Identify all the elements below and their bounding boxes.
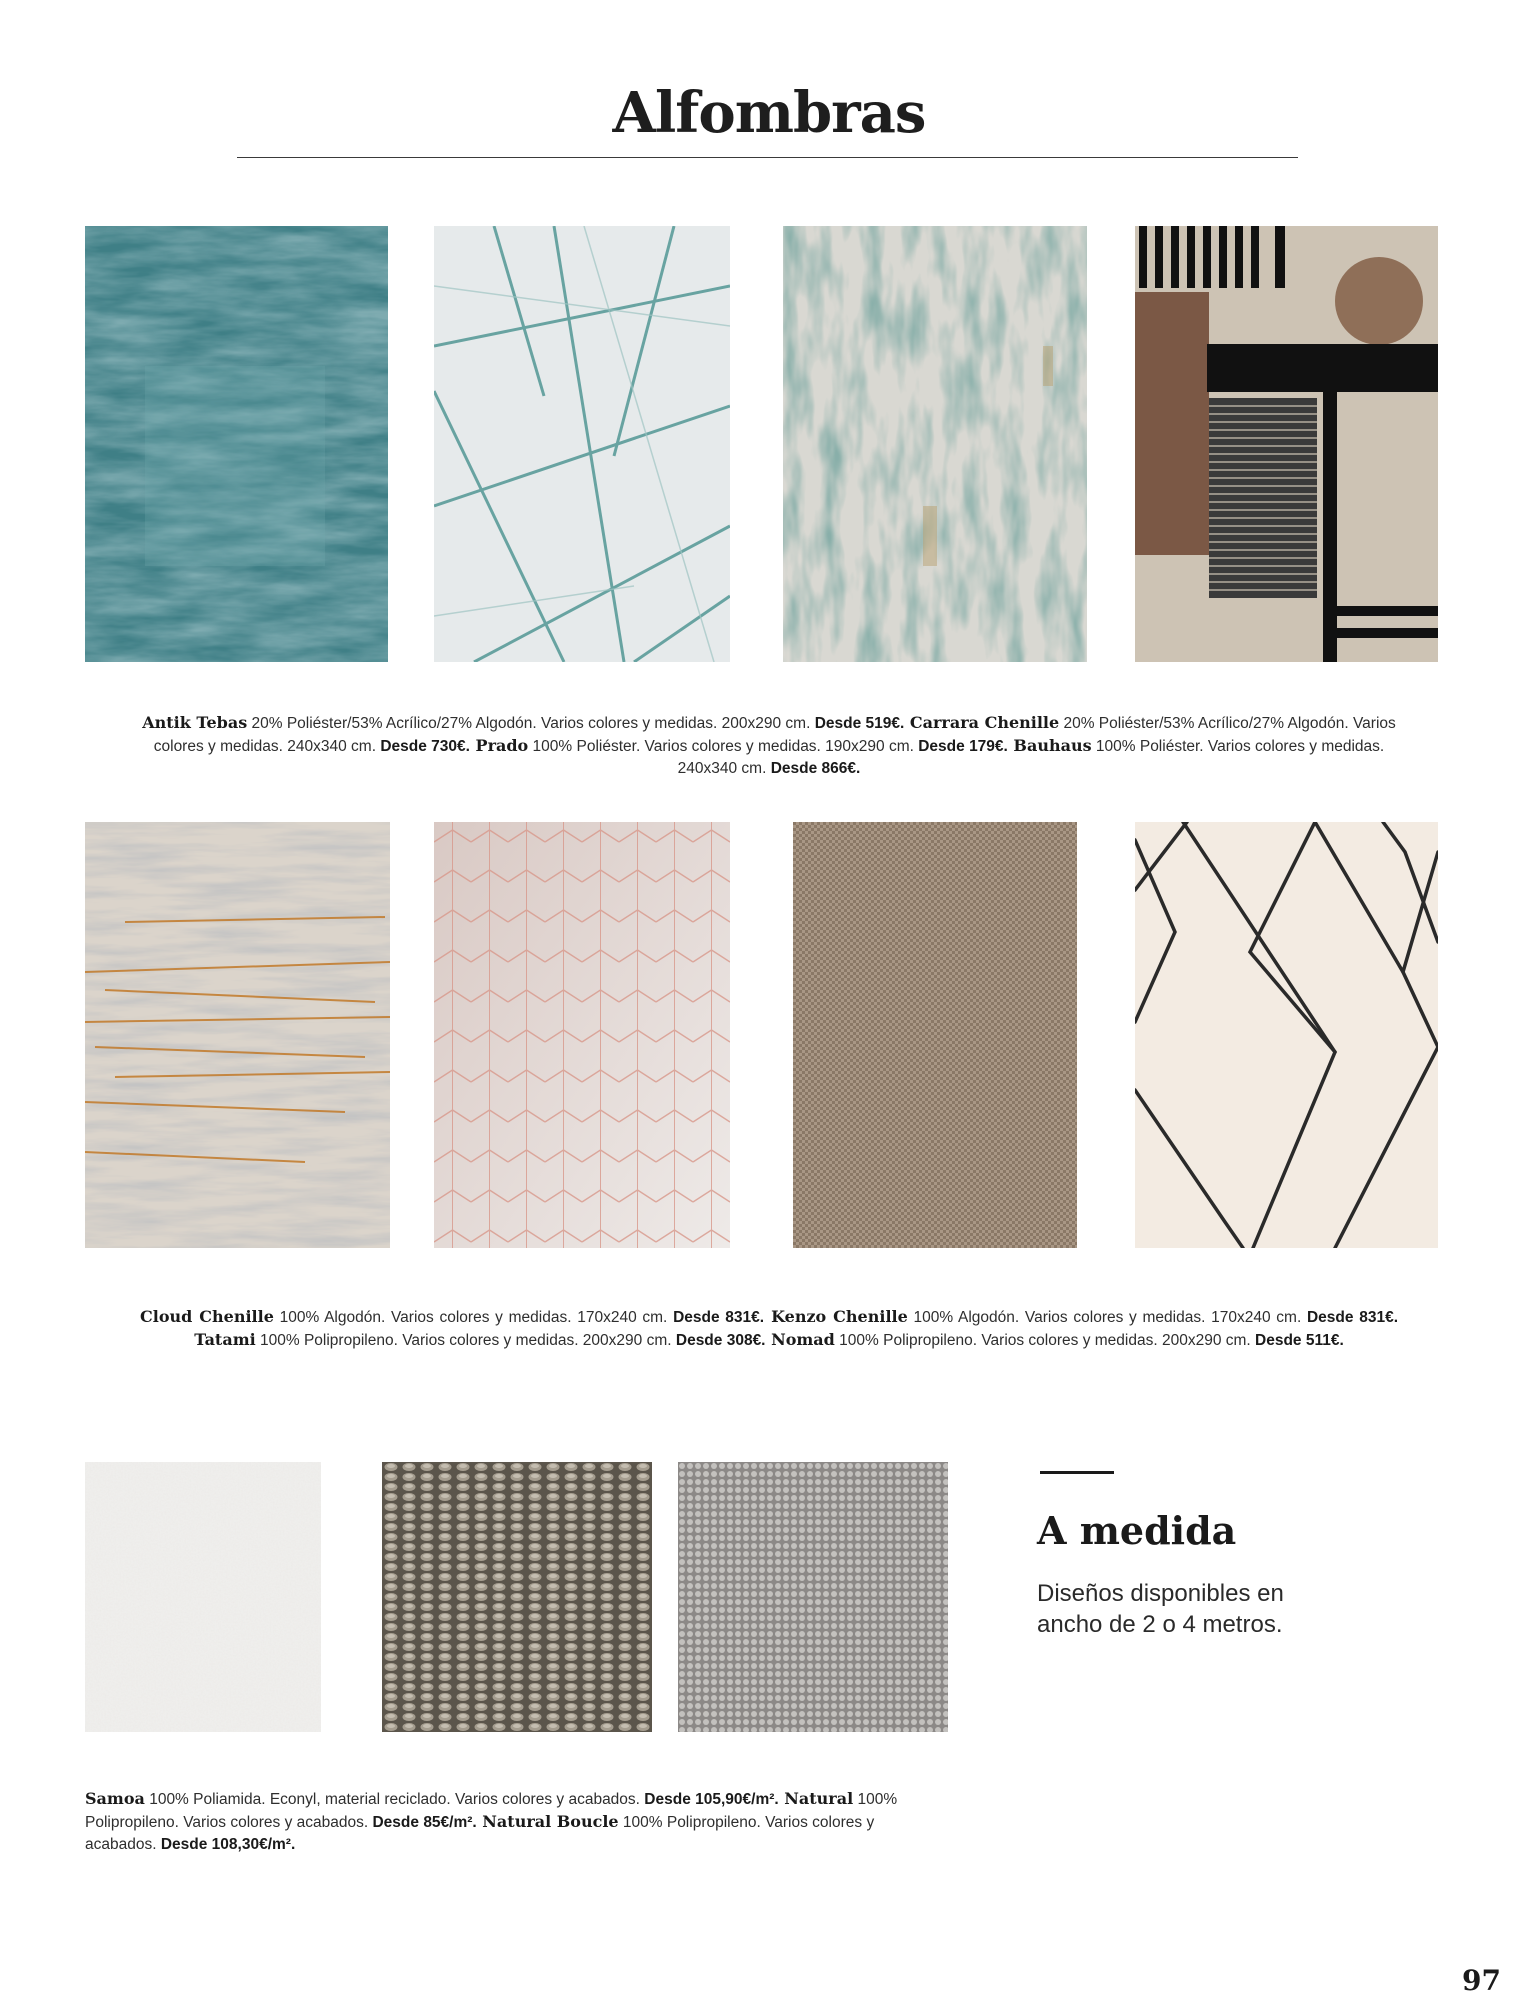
product-name: Bauhaus [1007,736,1092,755]
product-description: 20% Poliéster/53% Acrílico/27% Algodón. Varios colores y medidas. 240x340 cm. [153,715,1396,755]
title-divider [237,157,1298,158]
product-name: Tatami [194,1330,256,1349]
caption-row-2 [140,1306,1398,1352]
product-name: Natural Boucle [476,1812,619,1831]
product-name: Nomad [765,1330,835,1349]
rug-image-natural-boucle [678,1462,948,1732]
product-price: Desde 831€. [673,1309,765,1326]
rug-image-nomad [1135,822,1438,1248]
rug-image-kenzo-chenille [434,822,730,1248]
rug-image-samoa [85,1462,321,1732]
product-description: 100% Polipropileno. Varios colores y acabados. [85,1791,898,1831]
product-description: 100% Polipropileno. Varios colores y acabados. [85,1814,875,1853]
page-title: Alfombras [612,80,926,146]
product-price: Desde 511€. [1255,1332,1344,1349]
product-price: Desde 179€. [918,738,1008,755]
rug-image-tatami [793,822,1077,1248]
caption-row-3 [85,1788,945,1856]
product-name: Cloud Chenille [140,1307,274,1326]
product-description: 100% Poliéster. Varios colores y medidas. 190x290 cm. [528,738,919,755]
product-price: Desde 866€. [770,760,861,777]
product-price: Desde 730€. [380,738,470,755]
medida-description: Diseños disponibles en ancho de 2 o 4 metros. [1037,1580,1284,1638]
rug-image-prado [783,226,1087,662]
product-name: Carrara Chenille [904,713,1060,732]
medida-heading: A medida [1037,1508,1237,1553]
rug-image-natural [382,1462,652,1732]
product-description: 100% Polipropileno. Varios colores y medidas. 200x290 cm. [255,1332,676,1349]
product-price: Desde 85€/m². [372,1814,477,1831]
product-price: Desde 105,90€/m². [644,1791,779,1808]
product-name: Natural [778,1789,854,1808]
rug-image-cloud-chenille [85,822,390,1248]
rug-image-antik-tebas [85,226,388,662]
page-number: 97 [1462,1964,1501,1997]
rug-image-carrara-chenille [434,226,730,662]
product-description: 20% Poliéster/53% Acrílico/27% Algodón. Varios colores y medidas. 200x290 cm. [247,715,815,732]
product-description: 100% Polipropileno. Varios colores y medidas. 200x290 cm. [834,1332,1256,1349]
product-name: Kenzo Chenille [764,1307,908,1326]
product-description: 100% Poliamida. Econyl, material reciclado. Varios colores y acabados. [144,1791,645,1808]
product-price: Desde 831€. [1306,1309,1399,1326]
product-name: Antik Tebas [142,713,248,732]
product-price: Desde 108,30€/m². [160,1836,296,1853]
medida-divider [1040,1471,1114,1474]
product-description: 100% Algodón. Varios colores y medidas. 170x240 cm. [907,1309,1307,1326]
product-description: 100% Algodón. Varios colores y medidas. 170x240 cm. [273,1309,674,1326]
product-price: Desde 519€. [814,715,905,732]
caption-row-1 [140,712,1398,780]
product-name: Samoa [85,1789,145,1808]
product-price: Desde 308€. [675,1332,766,1349]
rug-image-bauhaus [1135,226,1438,662]
product-name: Prado [469,736,529,755]
product-description: 100% Poliéster. Varios colores y medidas. 240x340 cm. [677,738,1385,777]
